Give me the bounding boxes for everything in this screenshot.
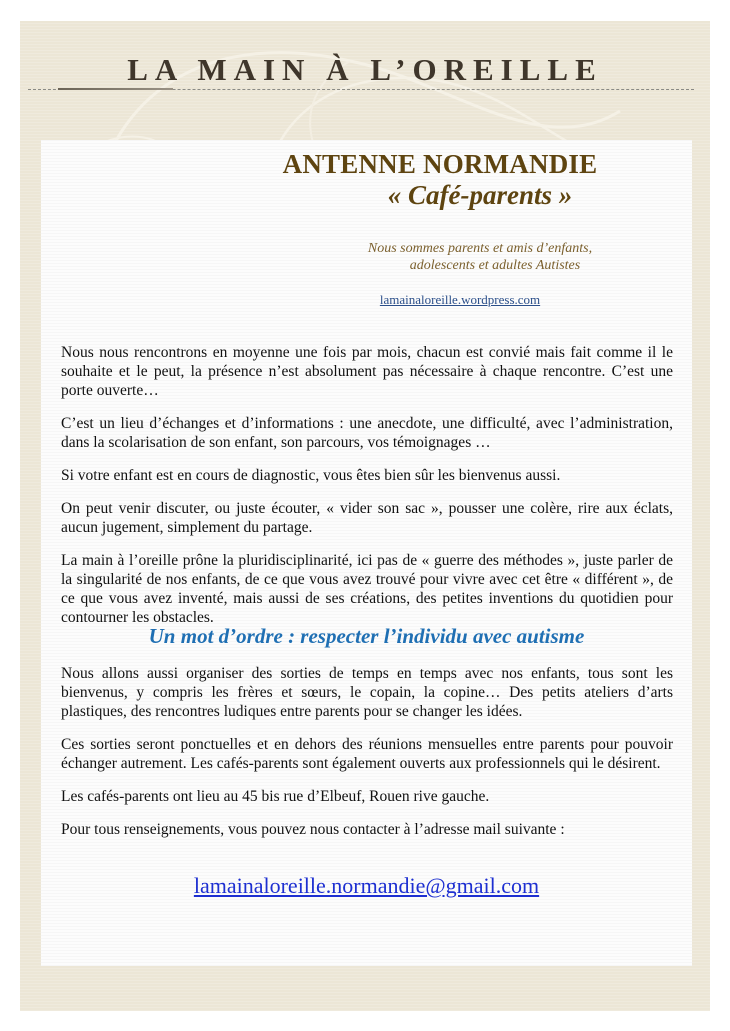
paragraph: On peut venir discuter, ou juste écouter, « vider son sac », pousser une colère, rire aux éclats, aucun jugement, simplement du partage. — [61, 500, 673, 536]
motto-heading: Un mot d’ordre : respecter l’individu avec autisme — [148, 624, 585, 648]
paragraph: Nous allons aussi organiser des sorties de temps en temps avec nos enfants, tous sont les bienvenus, y compris les frères et sœurs, le copain, la copine… Des petits ateliers d’arts plastiques, des rencontres ludiques entre parents pour se changer les idées. — [61, 665, 673, 720]
paragraph: C’est un lieu d’échanges et d’informations : une anecdote, une difficulté, avec l’administration, dans la scolarisation de son enfant, son parcours, vos témoignages … — [61, 415, 673, 451]
section-subheading: « Café-parents » — [387, 180, 573, 210]
website-link[interactable]: lamainaloreille.wordpress.com — [379, 292, 541, 307]
paragraph: Ces sorties seront ponctuelles et en dehors des réunions mensuelles entre parents pour pouvoir échanger autrement. Les cafés-parents sont également ouverts aux professionnels qui le désirent. — [61, 736, 673, 772]
section-heading: ANTENNE NORMANDIE — [282, 149, 598, 179]
paragraph: Si votre enfant est en cours de diagnostic, vous êtes bien sûr les bienvenus aussi. — [61, 467, 561, 484]
paragraph: Les cafés-parents ont lieu au 45 bis rue d’Elbeuf, Rouen rive gauche. — [61, 788, 490, 805]
header-divider-accent — [58, 88, 173, 90]
tagline — [290, 240, 670, 274]
outings-paragraphs — [61, 664, 673, 853]
organization-title: LA MAIN À L’OREILLE — [127, 52, 603, 87]
paragraph: La main à l’oreille prône la pluridisciplinarité, ici pas de « guerre des méthodes », juste parler de la singularité de nos enfants, de ce que vous avez trouvé pour vivre avec cet être « différent », de ce que vous avez inventé, mais aussi de ses créations, des petites inventions du quotidien pour contourner les obstacles. — [61, 552, 673, 626]
contact-email-link[interactable]: lamainaloreille.normandie@gmail.com — [193, 873, 540, 898]
tagline-line: adolescents et adultes Autistes — [409, 258, 581, 273]
paragraph: Nous nous rencontrons en moyenne une fois par mois, chacun est convié mais fait comme il le souhaite et le peut, la présence n’est absolument pas nécessaire à chaque rencontre. C’est une porte ouverte… — [61, 344, 673, 399]
tagline-line: Nous sommes parents et amis d’enfants, — [367, 241, 593, 256]
intro-paragraphs — [61, 343, 673, 641]
paragraph: Pour tous renseignements, vous pouvez nous contacter à l’adresse mail suivante : — [61, 821, 565, 838]
